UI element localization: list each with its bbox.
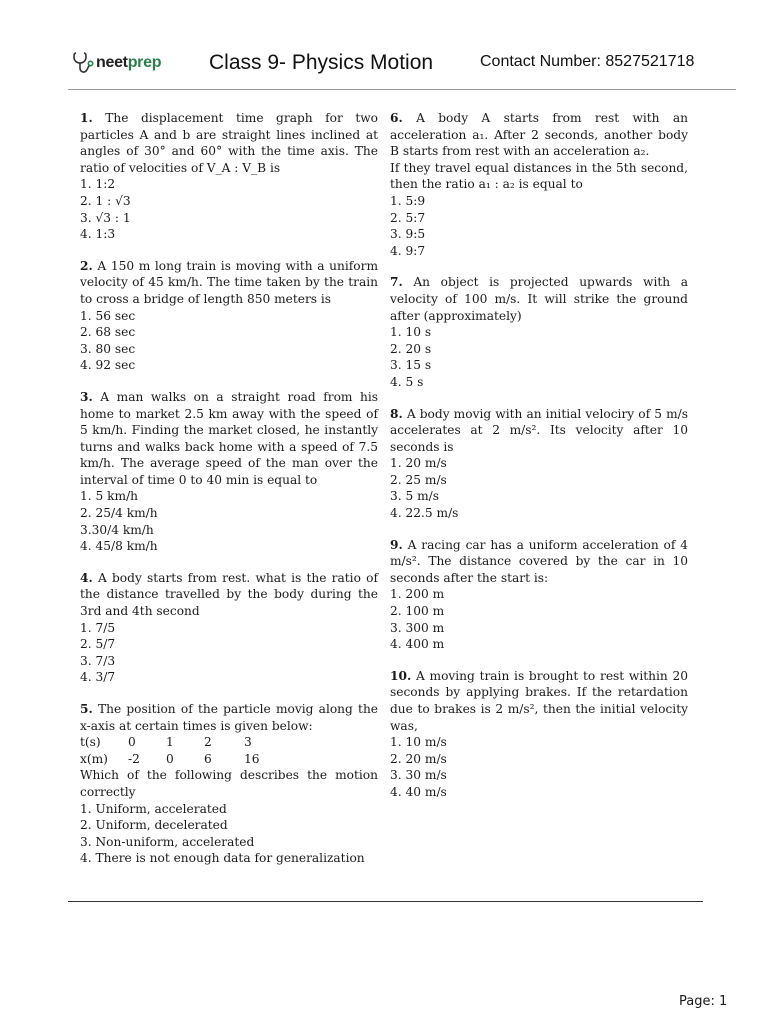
question-number: 1. <box>80 111 93 125</box>
option-2: 2. 20 m/s <box>390 751 447 766</box>
header-divider <box>68 89 736 90</box>
question-text: A body starts from rest. what is the ratio of the distance travelled by the body during the 3rd and 4th second <box>80 570 378 619</box>
logo-text-neet: neet <box>96 54 128 71</box>
question-stem <box>80 570 378 620</box>
question-1 <box>80 110 378 243</box>
option-1: 1. 7/5 <box>80 620 116 635</box>
option-4: 4. 3/7 <box>80 670 116 685</box>
question-stem <box>390 668 688 734</box>
table-row <box>80 751 378 768</box>
table-cell: t(s) <box>80 735 101 750</box>
question-3 <box>80 389 378 555</box>
option-1: 1. 20 m/s <box>390 456 447 471</box>
question-text: The position of the particle movig along the x-axis at certain times is given below: <box>80 702 379 733</box>
option-4: 4. 22.5 m/s <box>390 506 459 521</box>
option-1: 1. 10 m/s <box>390 735 447 750</box>
option-4: 4. 92 sec <box>80 358 136 373</box>
question-7 <box>390 274 688 390</box>
question-stem <box>80 389 378 489</box>
option-2: 2. 25/4 km/h <box>80 506 158 521</box>
question-text: A body movig with an initial velociry of 5 m/s accelerates at 2 m/s². Its velocity after 10 seconds is <box>390 406 688 454</box>
question-stem <box>80 110 378 176</box>
question-number: 5. <box>80 702 93 716</box>
question-stem <box>390 406 688 456</box>
table-cell: 3 <box>244 735 252 750</box>
footer-divider <box>68 901 703 902</box>
question-9 <box>390 537 688 653</box>
question-text-continued: If they travel equal distances in the 5th second, then the ratio a₁ : a₂ is equal to <box>390 160 688 192</box>
option-2: 2. 1 : √3 <box>80 193 131 208</box>
option-2: 2. 20 s <box>390 341 432 356</box>
option-3: 3.30/4 km/h <box>80 522 154 537</box>
contact-number: Contact Number: 8527521718 <box>480 53 695 70</box>
table-cell: 0 <box>166 751 174 766</box>
table-cell: 6 <box>204 751 212 766</box>
option-3: 3. 5 m/s <box>390 489 440 504</box>
table-cell: 1 <box>166 735 174 750</box>
question-10 <box>390 668 688 801</box>
option-4: 4. 1:3 <box>80 227 116 242</box>
option-4: 4. 400 m <box>390 637 445 652</box>
question-8 <box>390 406 688 522</box>
question-2 <box>80 258 378 374</box>
option-2: 2. 25 m/s <box>390 472 447 487</box>
option-3: 3. 30 m/s <box>390 768 447 783</box>
question-text: A racing car has a uniform acceleration of 4 m/s². The distance covered by the car in 10 seconds after the start is: <box>390 537 688 585</box>
table-cell: 16 <box>244 751 260 766</box>
question-text: A 150 m long train is moving with a uniform velocity of 45 km/h. The time taken by the train to cross a bridge of length 850 meters is <box>80 258 378 306</box>
option-4: 4. 5 s <box>390 374 424 389</box>
question-number: 6. <box>390 111 403 125</box>
question-text: A moving train is brought to rest within 20 seconds by applying brakes. If the retardation due to brakes is 2 m/s², then the initial velocity was, <box>390 668 689 733</box>
question-number: 7. <box>390 275 403 290</box>
question-number: 8. <box>390 406 403 421</box>
page-number: Page: 1 <box>679 994 728 1009</box>
option-1: 1. 5 km/h <box>80 489 139 504</box>
option-3: 3. 9:5 <box>390 227 426 242</box>
question-text-continued: Which of the following describes the motion correctly <box>80 768 378 799</box>
logo-text-prep: prep <box>127 54 162 71</box>
question-text: The displacement time graph for two particles A and b are straight lines inclined at angles of 30° and 60° with the time axis. The ratio of velocities of V_A : V_B is <box>80 111 378 175</box>
right-column <box>390 110 688 816</box>
option-3: 3. 15 s <box>390 358 432 373</box>
option-1: 1. 5:9 <box>390 193 426 208</box>
question-number: 4. <box>80 570 93 585</box>
option-1: 1. 10 s <box>390 325 432 340</box>
question-number: 9. <box>390 537 403 552</box>
neetprep-logo <box>72 50 161 76</box>
option-3: 3. 80 sec <box>80 341 136 356</box>
table-row <box>80 734 378 751</box>
option-1: 1. Uniform, accelerated <box>80 801 227 816</box>
question-6 <box>390 110 688 259</box>
option-2: 2. 5:7 <box>390 210 426 225</box>
option-1: 1. 1:2 <box>80 177 116 192</box>
option-4: 4. There is not enough data for generalization <box>80 851 365 866</box>
option-3: 3. Non-uniform, accelerated <box>80 834 255 849</box>
question-stem <box>80 258 378 308</box>
question-stem <box>80 701 378 734</box>
table-cell: 2 <box>204 735 212 750</box>
option-3: 3. √3 : 1 <box>80 210 131 225</box>
question-stem <box>390 537 688 587</box>
question-stem <box>390 110 688 160</box>
question-text: A man walks on a straight road from his home to market 2.5 km away with the speed of 5 km/h. Finding the market closed, he instantly turns and walks back home with a speed of 7.5 km/h. The average speed of the man over the interval of time 0 to 40 min is equal to <box>80 389 379 487</box>
option-2: 2. 5/7 <box>80 637 116 652</box>
option-1: 1. 56 sec <box>80 308 136 323</box>
table-cell: -2 <box>128 751 140 766</box>
question-text: A body A starts from rest with an acceleration a₁. After 2 seconds, another body B starts from rest with an acceleration a₂. <box>390 111 689 159</box>
question-number: 3. <box>80 389 93 404</box>
option-2: 2. 100 m <box>390 604 445 619</box>
page-title: Class 9- Physics Motion <box>209 51 434 74</box>
stethoscope-icon <box>72 50 94 76</box>
question-text: An object is projected upwards with a velocity of 100 m/s. It will strike the ground after (approximately) <box>390 275 689 323</box>
option-2: 2. Uniform, decelerated <box>80 818 228 833</box>
table-cell: x(m) <box>80 751 108 766</box>
table-cell: 0 <box>128 735 136 750</box>
question-4 <box>80 570 378 686</box>
question-stem <box>390 274 688 324</box>
option-4: 4. 45/8 km/h <box>80 539 158 554</box>
option-4: 4. 40 m/s <box>390 784 447 799</box>
option-4: 4. 9:7 <box>390 243 426 258</box>
option-3: 3. 300 m <box>390 620 445 635</box>
left-column <box>80 110 378 882</box>
page-header <box>0 0 768 90</box>
option-1: 1. 200 m <box>390 587 445 602</box>
option-2: 2. 68 sec <box>80 325 136 340</box>
option-3: 3. 7/3 <box>80 653 116 668</box>
question-number: 2. <box>80 258 93 273</box>
question-number: 10. <box>390 668 412 683</box>
question-5 <box>80 701 378 867</box>
